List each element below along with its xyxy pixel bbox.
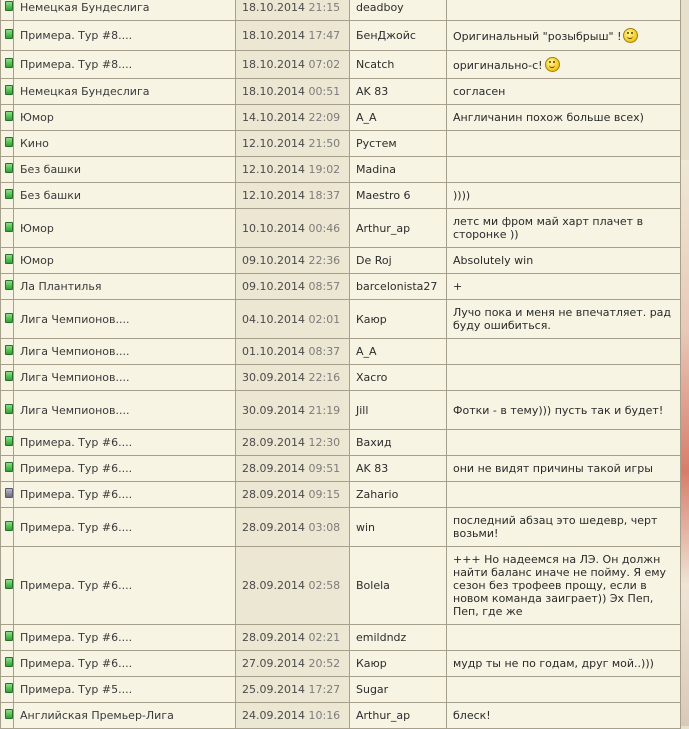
- forum-cell: [14, 430, 236, 456]
- status-cell: [1, 651, 14, 677]
- post-time: 02:01: [308, 312, 341, 326]
- datetime-cell: [236, 183, 350, 209]
- forum-link[interactable]: Примера. Тур #8....: [20, 58, 133, 71]
- datetime-cell: [236, 508, 350, 547]
- post-time: 09:15: [308, 488, 341, 501]
- message-cell: [447, 274, 681, 300]
- message-cell: [447, 508, 681, 547]
- forum-link[interactable]: Юмор: [20, 111, 54, 124]
- forum-cell: [14, 248, 236, 274]
- username-link[interactable]: Каюр: [356, 312, 387, 326]
- status-green-icon: [5, 371, 13, 381]
- message-text: оригинально-с!: [453, 59, 543, 72]
- post-time: 10:16: [308, 709, 341, 722]
- username-link[interactable]: БенДжойс: [356, 29, 416, 42]
- post-date: 24.09.2014: [242, 709, 305, 722]
- datetime-cell: [236, 339, 350, 365]
- status-cell: [1, 131, 14, 157]
- table-row: [1, 248, 681, 274]
- user-cell: [350, 274, 447, 300]
- post-date: 10.10.2014: [242, 221, 305, 235]
- username-link[interactable]: Arthur_ap: [356, 221, 411, 235]
- table-row: [1, 339, 681, 365]
- table-row: [1, 456, 681, 482]
- datetime-cell: [236, 547, 350, 625]
- table-row: [1, 508, 681, 547]
- status-cell: [1, 625, 14, 651]
- post-date: 04.10.2014: [242, 312, 305, 326]
- datetime-cell: [236, 625, 350, 651]
- datetime-cell: [236, 209, 350, 248]
- post-date: 28.09.2014: [242, 520, 305, 534]
- forum-link[interactable]: Юмор: [20, 221, 54, 235]
- forum-link[interactable]: Примера. Тур #6....: [20, 462, 133, 475]
- table-row: [1, 131, 681, 157]
- post-date: 18.10.2014: [242, 58, 305, 71]
- smiley-icon: [545, 57, 560, 72]
- status-cell: [1, 248, 14, 274]
- post-date: 01.10.2014: [242, 345, 305, 358]
- table-row: [1, 51, 681, 79]
- user-cell: [350, 547, 447, 625]
- message-cell: [447, 0, 681, 21]
- status-green-icon: [5, 683, 13, 693]
- message-cell: [447, 365, 681, 391]
- post-time: 18:37: [308, 189, 341, 202]
- post-time: 21:15: [308, 1, 341, 14]
- forum-cell: [14, 625, 236, 651]
- message-text: мудр ты не по годам, друг мой..))): [453, 657, 654, 670]
- message-cell: [447, 547, 681, 625]
- user-cell: [350, 430, 447, 456]
- post-date: 12.10.2014: [242, 137, 305, 150]
- status-green-icon: [5, 137, 13, 147]
- message-cell: [447, 300, 681, 339]
- status-green-icon: [5, 189, 13, 199]
- status-green-icon: [5, 521, 13, 531]
- post-date: 27.09.2014: [242, 657, 305, 670]
- username-link[interactable]: win: [356, 520, 376, 534]
- forum-link[interactable]: Примера. Тур #6....: [20, 657, 133, 670]
- status-cell: [1, 339, 14, 365]
- message-text: блеск!: [453, 709, 491, 722]
- post-time: 09:51: [308, 462, 341, 475]
- status-green-icon: [5, 163, 13, 173]
- post-date: 12.10.2014: [242, 189, 305, 202]
- table-row: [1, 677, 681, 703]
- post-date: 09.10.2014: [242, 254, 305, 267]
- message-text: Оригинальный "розыбрыш" !: [453, 30, 622, 43]
- post-date: 12.10.2014: [242, 163, 305, 176]
- status-cell: [1, 21, 14, 51]
- message-cell: [447, 248, 681, 274]
- side-decoration: [680, 160, 689, 726]
- message-text: летс ми фром май харт плачет в сторонке )): [453, 215, 644, 241]
- status-cell: [1, 677, 14, 703]
- message-cell: [447, 651, 681, 677]
- message-text: Лучо пока и меня не впечатляет. рад буду ошибиться.: [453, 306, 672, 332]
- user-cell: [350, 183, 447, 209]
- status-cell: [1, 274, 14, 300]
- user-cell: [350, 131, 447, 157]
- status-green-icon: [5, 58, 13, 68]
- forum-link[interactable]: Примера. Тур #6....: [20, 631, 133, 644]
- post-time: 22:36: [308, 254, 341, 267]
- user-cell: [350, 248, 447, 274]
- datetime-cell: [236, 456, 350, 482]
- user-cell: [350, 0, 447, 21]
- user-cell: [350, 391, 447, 430]
- user-cell: [350, 703, 447, 729]
- post-time: 17:27: [308, 683, 341, 696]
- message-cell: [447, 105, 681, 131]
- message-text: +++ Но надеемся на ЛЭ. Он должн найти баланс иначе не пойму. Я ему сезон без трофеев прощу, если в новом команда заиграет)) Эх Пеп, Пеп, где же: [453, 553, 667, 618]
- message-text: +: [453, 280, 463, 293]
- post-date: 18.10.2014: [242, 85, 305, 98]
- datetime-cell: [236, 703, 350, 729]
- table-row: [1, 625, 681, 651]
- forum-cell: [14, 79, 236, 105]
- forum-cell: [14, 339, 236, 365]
- username-link[interactable]: Вахид: [356, 436, 392, 449]
- table-row: [1, 21, 681, 51]
- status-cell: [1, 0, 14, 21]
- post-time: 17:47: [308, 29, 341, 42]
- message-text: Фотки - в тему))) пусть так и будет!: [453, 403, 664, 417]
- post-time: 08:57: [308, 280, 341, 293]
- datetime-cell: [236, 300, 350, 339]
- status-green-icon: [5, 631, 13, 641]
- post-date: 28.09.2014: [242, 579, 305, 592]
- message-cell: [447, 131, 681, 157]
- forum-cell: [14, 547, 236, 625]
- datetime-cell: [236, 79, 350, 105]
- user-cell: [350, 508, 447, 547]
- forum-cell: [14, 51, 236, 79]
- post-time: 19:02: [308, 163, 341, 176]
- user-cell: [350, 51, 447, 79]
- datetime-cell: [236, 482, 350, 508]
- datetime-cell: [236, 677, 350, 703]
- post-time: 00:46: [308, 221, 341, 235]
- status-cell: [1, 300, 14, 339]
- post-date: 28.09.2014: [242, 462, 305, 475]
- message-text: они не видят причины такой игры: [453, 462, 653, 475]
- forum-link[interactable]: Примера. Тур #6....: [20, 579, 133, 592]
- username-link[interactable]: A_A: [356, 345, 377, 358]
- username-link[interactable]: Ncatch: [356, 58, 395, 71]
- user-cell: [350, 79, 447, 105]
- username-link[interactable]: Рустем: [356, 137, 397, 150]
- post-time: 08:37: [308, 345, 341, 358]
- post-time: 22:09: [308, 111, 341, 124]
- forum-link[interactable]: Примера. Тур #5....: [20, 683, 133, 696]
- username-link[interactable]: Maestro 6: [356, 189, 411, 202]
- forum-link[interactable]: Примера. Тур #6....: [20, 488, 133, 501]
- username-link[interactable]: Bolela: [356, 579, 390, 592]
- status-cell: [1, 391, 14, 430]
- username-link[interactable]: AK 83: [356, 462, 389, 475]
- datetime-cell: [236, 274, 350, 300]
- username-link[interactable]: Jill: [356, 403, 369, 417]
- username-link[interactable]: Zahario: [356, 488, 399, 501]
- forum-cell: [14, 157, 236, 183]
- status-cell: [1, 79, 14, 105]
- username-link[interactable]: emildndz: [356, 631, 407, 644]
- datetime-cell: [236, 105, 350, 131]
- status-green-icon: [5, 709, 13, 719]
- forum-link[interactable]: Английская Премьер-Лига: [20, 709, 174, 722]
- status-cell: [1, 482, 14, 508]
- post-date: 28.09.2014: [242, 436, 305, 449]
- forum-cell: [14, 456, 236, 482]
- forum-cell: [14, 105, 236, 131]
- forum-cell: [14, 365, 236, 391]
- forum-cell: [14, 209, 236, 248]
- user-cell: [350, 482, 447, 508]
- status-cell: [1, 157, 14, 183]
- username-link[interactable]: Xacro: [356, 371, 388, 384]
- username-link[interactable]: Arthur_ap: [356, 709, 411, 722]
- post-date: 18.10.2014: [242, 29, 305, 42]
- status-green-icon: [5, 85, 13, 95]
- status-green-icon: [5, 404, 13, 414]
- message-text: Англичанин похож больше всех): [453, 111, 644, 124]
- message-cell: [447, 157, 681, 183]
- post-time: 21:50: [308, 137, 341, 150]
- post-time: 00:51: [308, 85, 341, 98]
- forum-cell: [14, 703, 236, 729]
- message-text: )))): [453, 189, 471, 202]
- status-green-icon: [5, 29, 13, 39]
- post-time: 03:08: [308, 520, 341, 534]
- status-cell: [1, 456, 14, 482]
- username-link[interactable]: De Roj: [356, 254, 392, 267]
- post-time: 07:02: [308, 58, 341, 71]
- table-row: [1, 183, 681, 209]
- message-cell: [447, 482, 681, 508]
- forum-link[interactable]: Немецкая Бундеслига: [20, 85, 150, 98]
- message-text: согласен: [453, 85, 506, 98]
- message-text: последний абзац это шедевр, черт возьми!: [453, 514, 658, 540]
- username-link[interactable]: Sugar: [356, 683, 389, 696]
- forum-link[interactable]: Ла Плантилья: [20, 280, 102, 293]
- forum-link[interactable]: Лига Чемпионов....: [20, 371, 130, 384]
- post-time: 02:21: [308, 631, 341, 644]
- status-cell: [1, 547, 14, 625]
- table-row: [1, 157, 681, 183]
- forum-link[interactable]: Лига Чемпионов....: [20, 312, 130, 326]
- forum-link[interactable]: Без башки: [20, 163, 82, 176]
- status-green-icon: [5, 254, 13, 264]
- status-cell: [1, 183, 14, 209]
- message-cell: [447, 209, 681, 248]
- status-cell: [1, 703, 14, 729]
- post-time: 21:19: [308, 403, 341, 417]
- status-green-icon: [5, 313, 13, 323]
- table-row: [1, 703, 681, 729]
- post-date: 25.09.2014: [242, 683, 305, 696]
- smiley-icon: [623, 28, 638, 43]
- forum-link[interactable]: Примера. Тур #6....: [20, 520, 133, 534]
- message-cell: [447, 183, 681, 209]
- table-row: [1, 0, 681, 21]
- post-date: 30.09.2014: [242, 403, 305, 417]
- user-cell: [350, 339, 447, 365]
- user-cell: [350, 456, 447, 482]
- datetime-cell: [236, 430, 350, 456]
- datetime-cell: [236, 0, 350, 21]
- username-link[interactable]: Madina: [356, 163, 396, 176]
- forum-link[interactable]: Лига Чемпионов....: [20, 345, 130, 358]
- message-cell: [447, 79, 681, 105]
- forum-link[interactable]: Без башки: [20, 189, 82, 202]
- message-cell: [447, 677, 681, 703]
- message-cell: [447, 703, 681, 729]
- post-date: 28.09.2014: [242, 631, 305, 644]
- username-link[interactable]: deadboy: [356, 1, 404, 14]
- username-link[interactable]: Каюр: [356, 657, 387, 670]
- forum-link[interactable]: Юмор: [20, 254, 54, 267]
- status-cell: [1, 105, 14, 131]
- datetime-cell: [236, 248, 350, 274]
- message-cell: [447, 391, 681, 430]
- post-time: 12:30: [308, 436, 341, 449]
- datetime-cell: [236, 21, 350, 51]
- message-cell: [447, 430, 681, 456]
- datetime-cell: [236, 651, 350, 677]
- datetime-cell: [236, 157, 350, 183]
- forum-link[interactable]: Немецкая Бундеслига: [20, 1, 150, 14]
- table-row: [1, 105, 681, 131]
- status-green-icon: [5, 657, 13, 667]
- user-cell: [350, 300, 447, 339]
- username-link[interactable]: barcelonista27: [356, 280, 438, 293]
- post-date: 18.10.2014: [242, 1, 305, 14]
- message-text: Absolutely win: [453, 254, 534, 267]
- forum-cell: [14, 391, 236, 430]
- status-cell: [1, 365, 14, 391]
- comments-table-body: [1, 0, 681, 729]
- post-time: 02:58: [308, 579, 341, 592]
- user-cell: [350, 209, 447, 248]
- forum-cell: [14, 0, 236, 21]
- post-date: 09.10.2014: [242, 280, 305, 293]
- forum-cell: [14, 300, 236, 339]
- status-cell: [1, 430, 14, 456]
- forum-link[interactable]: Лига Чемпионов....: [20, 403, 130, 417]
- message-cell: [447, 51, 681, 79]
- forum-link[interactable]: Кино: [20, 137, 49, 150]
- status-gray-icon: [5, 488, 13, 498]
- forum-cell: [14, 677, 236, 703]
- message-cell: [447, 456, 681, 482]
- status-green-icon: [5, 436, 13, 446]
- user-cell: [350, 625, 447, 651]
- datetime-cell: [236, 131, 350, 157]
- message-cell: [447, 339, 681, 365]
- user-cell: [350, 677, 447, 703]
- status-green-icon: [5, 345, 13, 355]
- forum-link[interactable]: Примера. Тур #6....: [20, 436, 133, 449]
- forum-cell: [14, 651, 236, 677]
- post-time: 20:52: [308, 657, 341, 670]
- status-green-icon: [5, 462, 13, 472]
- table-row: [1, 651, 681, 677]
- forum-cell: [14, 131, 236, 157]
- table-row: [1, 482, 681, 508]
- username-link[interactable]: AK 83: [356, 85, 389, 98]
- status-green-icon: [5, 111, 13, 121]
- forum-cell: [14, 508, 236, 547]
- post-date: 14.10.2014: [242, 111, 305, 124]
- table-row: [1, 79, 681, 105]
- message-cell: [447, 625, 681, 651]
- message-cell: [447, 21, 681, 51]
- table-row: [1, 547, 681, 625]
- table-row: [1, 391, 681, 430]
- table-row: [1, 300, 681, 339]
- datetime-cell: [236, 51, 350, 79]
- user-cell: [350, 157, 447, 183]
- table-row: [1, 365, 681, 391]
- post-date: 28.09.2014: [242, 488, 305, 501]
- datetime-cell: [236, 365, 350, 391]
- post-date: 30.09.2014: [242, 371, 305, 384]
- forum-cell: [14, 183, 236, 209]
- status-green-icon: [5, 1, 13, 11]
- forum-link[interactable]: Примера. Тур #8....: [20, 29, 133, 42]
- status-green-icon: [5, 222, 13, 232]
- status-green-icon: [5, 579, 13, 589]
- status-green-icon: [5, 280, 13, 290]
- forum-cell: [14, 274, 236, 300]
- table-row: [1, 209, 681, 248]
- user-cell: [350, 21, 447, 51]
- table-row: [1, 274, 681, 300]
- datetime-cell: [236, 391, 350, 430]
- status-cell: [1, 508, 14, 547]
- status-cell: [1, 209, 14, 248]
- username-link[interactable]: A_A: [356, 111, 377, 124]
- forum-cell: [14, 21, 236, 51]
- status-cell: [1, 51, 14, 79]
- user-cell: [350, 365, 447, 391]
- post-time: 22:16: [308, 371, 341, 384]
- user-cell: [350, 651, 447, 677]
- forum-cell: [14, 482, 236, 508]
- table-row: [1, 430, 681, 456]
- user-cell: [350, 105, 447, 131]
